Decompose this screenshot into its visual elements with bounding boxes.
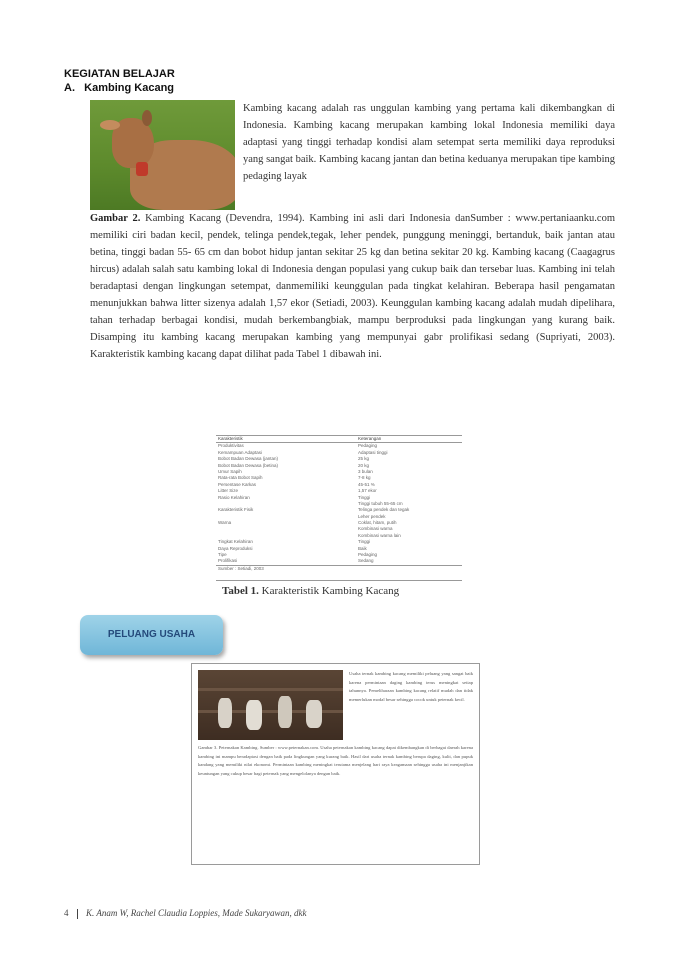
goat-shape [218, 698, 232, 728]
table-cell: Umur Sapih [218, 468, 242, 474]
table-cell: Coklat, hitam, putih [358, 520, 397, 526]
table-cell: 7-8 kg [358, 475, 371, 481]
table-cell: Kombinasi warna [358, 526, 393, 532]
table-cell: 1,57 ekor [358, 488, 377, 494]
table-cell: Baik [358, 545, 367, 551]
body-text: Kambing Kacang (Devendra, 1994). Kambing ini asli dari Indonesia danSumber : www.pertaniaanku.com memiliki ciri badan kecil, pendek, telinga pendek,tegak, leher pendek, punggung meninggi, bertanduk, baik jantan atau betina, tinggi badan 55- 65 cm dan bobot hidup jantan sekitar 25 kg dan betina sekitar 20 kg. Kambing kacang (Caagagrus hircus) adalah salah satu kambing lokal di Indonesia dengan populasi yang cukup baik dan tersebar luas. Kambing ini telah beradaptasi dengan lingkungan setempat, danmemiliki keunggulan pada tingkat kelahiran. Beberapa hasil pengamatan menunjukkan bahwa litter sizenya adalah 1,57 ekor (Setiadi, 2003). Keunggulan kambing kacang adalah mudah dipelihara, tahan terhadap berbagai kondisi, mudah berkembangbiak, mampu berproduksi pada lingkungan yang kurang baik. Disamping itu kambing kacang merupakan kambing yang mempunyai gabr prolifikasi sedang (Supriyati, 2003). Karakteristik kambing kacang dapat dilihat pada Tabel 1 dibawah ini. [90, 213, 615, 360]
table-cell: Tinggi [358, 494, 371, 500]
table-cell: Bobot Badan Dewasa (jantan) [218, 456, 279, 462]
table-cell: Telinga pendek dan tegak [358, 507, 410, 513]
table-cell: Litter Size [218, 488, 239, 494]
table-cell: Kemampuan Adaptasi [218, 449, 263, 455]
goat-ear-shape [100, 120, 120, 130]
characteristics-table [216, 435, 462, 581]
page-footer [64, 908, 306, 919]
table-cell: Tipe [218, 552, 227, 558]
table-cell: Prolifikasi [218, 558, 238, 564]
section-title: KEGIATAN BELAJAR [64, 68, 175, 80]
business-box [191, 663, 480, 865]
table-cell: Produktivitas [218, 443, 244, 449]
table-cell: Tinggi [358, 539, 371, 545]
table-body [216, 443, 462, 564]
subsection-letter: A. [64, 82, 75, 94]
table-cell: Daya Reproduksi [218, 545, 253, 551]
table-cell: Rasio Kelahiran [218, 494, 250, 500]
subsection-heading [64, 82, 174, 94]
table-caption-text: Karakteristik Kambing Kacang [261, 585, 400, 597]
fence-rail [198, 688, 343, 691]
table-caption-label: Tabel 1. [222, 585, 259, 597]
footer-divider [77, 909, 78, 919]
table-cell: 25 kg [358, 456, 370, 462]
table-cell: 45-51 % [358, 481, 375, 487]
table-cell: 3 bulan [358, 468, 373, 474]
table-cell: Pedaging [358, 443, 378, 449]
body-paragraph [90, 210, 615, 363]
box-text-right: Usaha ternak kambing kacang memiliki peluang yang sangat baik karena permintaan daging kambing terus meningkat setiap tahunnya. Pemeliharaan kambing kacang relatif mudah dan tidak memerlukan modal besar sehingga cocok untuk peternak kecil. [349, 671, 473, 702]
goat-shape [278, 696, 292, 728]
goat-shape [306, 700, 322, 728]
table-cell: Persentase Karkas [218, 481, 257, 487]
goat-horn-shape [142, 110, 152, 126]
table-cell: Kombinasi warna lain [358, 532, 401, 538]
table-cell: Adaptasi tinggi [358, 449, 388, 455]
table-cell: Tingkat Kelahiran [218, 539, 253, 545]
goat-farm-photo [198, 670, 343, 740]
table-cell: Bobot Badan Dewasa (betina) [218, 462, 279, 468]
goat-photo [90, 100, 235, 210]
table-cell: Rata-rata Bobot Sapih [218, 475, 263, 481]
table-cell: Leher pendek [358, 513, 386, 519]
box-text-bottom: Gambar 3. Peternakan Kambing. Sumber : www.peternakan.com. Usaha peternakan kambing kacang dapat dikembangkan di berbagai daerah karena kambing ini mampu beradaptasi dengan baik pada lingkungan yang kurang baik. Hasil dari usaha ternak kambing berupa daging, kulit, dan pupuk kandang yang memiliki nilai ekonomi. Permintaan kambing meningkat terutama menjelang hari raya keagamaan sehingga usaha ini menjanjikan keuntungan yang cukup besar bagi peternak yang mengelolanya dengan baik. [198, 745, 473, 776]
peluang-usaha-button[interactable]: PELUANG USAHA [80, 615, 223, 655]
table-header-row [216, 436, 462, 443]
goat-shape [246, 700, 262, 730]
table-caption [222, 585, 399, 597]
table-cell: Pedaging [358, 552, 378, 558]
table-cell: Tinggi tubuh 55-65 cm [358, 500, 403, 506]
table-header-cell: Karakteristik [218, 436, 243, 441]
table-row [216, 558, 462, 564]
goat-collar-shape [136, 162, 148, 176]
table-cell: 20 kg [358, 462, 370, 468]
table-cell: Sedang [358, 558, 374, 564]
intro-paragraph: Kambing kacang adalah ras unggulan kambing yang pertama kali dikembangkan di Indonesia. Kambing kacang merupakan kambing lokal Indonesia memiliki daya adaptasi yang tinggi terhadap kondisi alam setempat serta memiliki daya reproduksi yang sangat baik. Kambing kacang jantan dan betina keduanya merupakan tipe kambing pedaging layak [243, 103, 615, 182]
figure-caption-label: Gambar 2. [90, 213, 141, 224]
table-source-row [216, 565, 462, 572]
footer-authors: K. Anam W, Rachel Claudia Loppies, Made Sukaryawan, dkk [86, 908, 307, 918]
table-source-note: Sumber : Setiadi, 2003 [218, 565, 264, 571]
table-cell: Karakteristik Fisik [218, 507, 254, 513]
subsection-title: Kambing Kacang [84, 82, 175, 94]
page-number: 4 [64, 908, 69, 918]
table-cell: Warna [218, 520, 232, 526]
table-header-cell: Keterangan [358, 436, 382, 441]
